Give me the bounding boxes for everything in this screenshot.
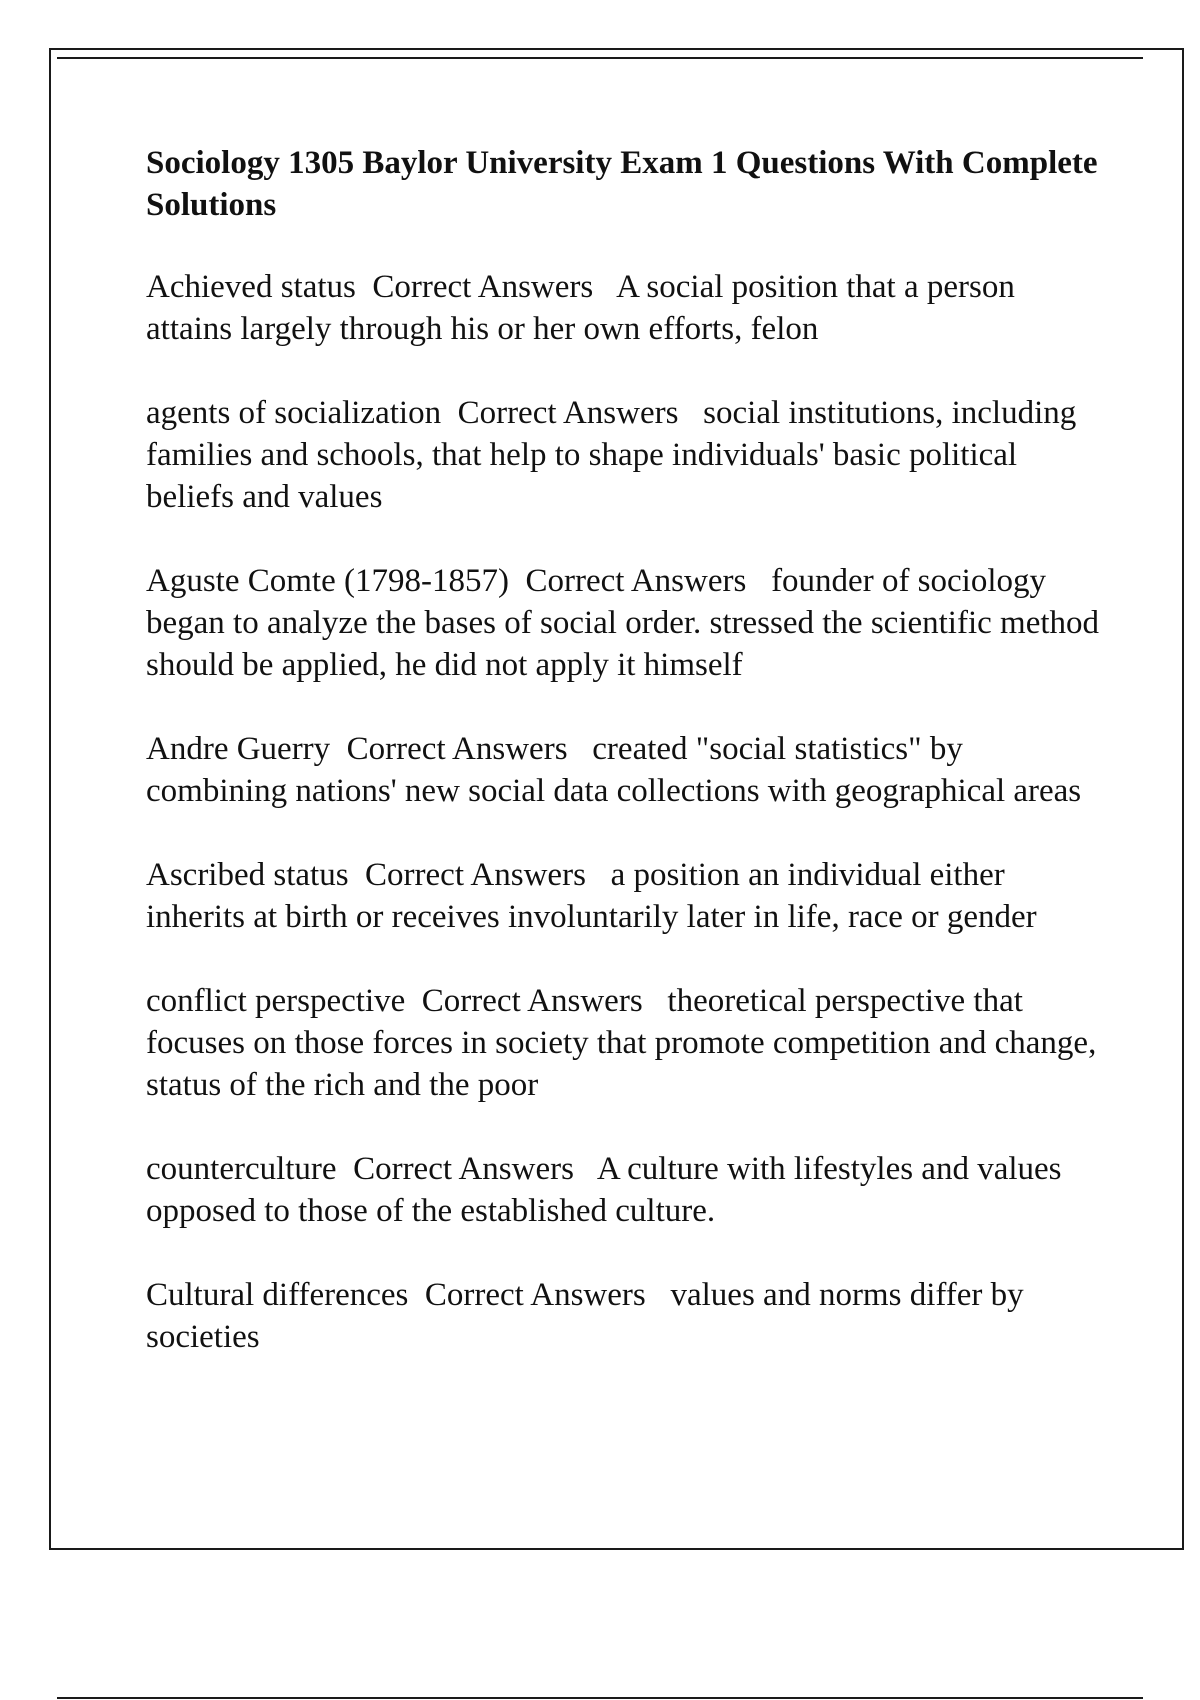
qa-entry: conflict perspective Correct Answers theoretical perspective that focuses on those forces in society that promote competition and change, status of the rich and the poor xyxy=(146,983,1105,1103)
qa-entry: Ascribed status Correct Answers a position an individual either inherits at birth or receives involuntarily later in life, race or gender xyxy=(146,857,1037,935)
qa-entry: Andre Guerry Correct Answers created "social statistics" by combining nations' new social data collections with geographical areas xyxy=(146,731,1082,809)
qa-entry: Achieved status Correct Answers A social position that a person attains largely through his or her own efforts, felon xyxy=(146,269,1024,347)
qa-entry: counterculture Correct Answers A culture with lifestyles and values opposed to those of the established culture. xyxy=(146,1151,1070,1229)
qa-entry: agents of socialization Correct Answers social institutions, including families and schools, that help to shape individuals' basic political beliefs and values xyxy=(146,395,1085,515)
document-body xyxy=(146,142,1106,1400)
document-title: Sociology 1305 Baylor University Exam 1 Questions With Complete Solutions xyxy=(146,145,1098,223)
qa-entry: Cultural differences Correct Answers values and norms differ by societies xyxy=(146,1277,1032,1355)
bottom-rule xyxy=(57,1697,1143,1699)
qa-entry: Aguste Comte (1798-1857) Correct Answers founder of sociology began to analyze the bases of social order. stressed the scientific method should be applied, he did not apply it himself xyxy=(146,563,1108,683)
